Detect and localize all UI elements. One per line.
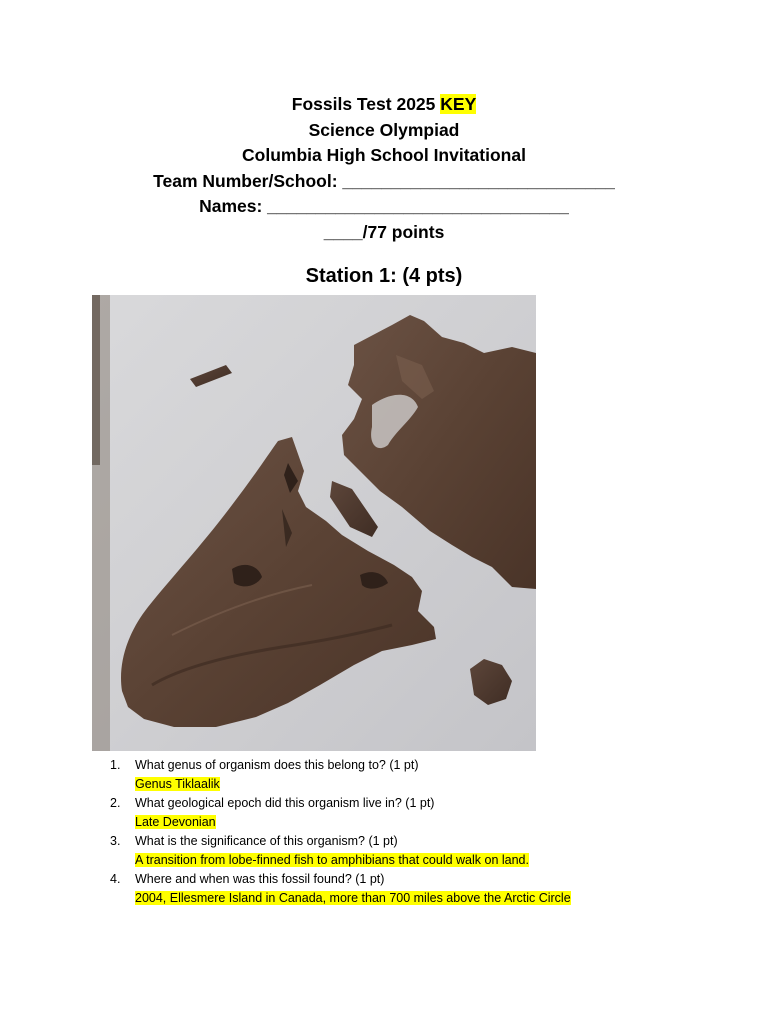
- question-text: What genus of organism does this belong to? (1 pt): [135, 758, 419, 772]
- fossil-photo: [92, 295, 536, 751]
- answer-text: 2004, Ellesmere Island in Canada, more than 700 miles above the Arctic Circle: [135, 891, 571, 905]
- test-header: [0, 92, 768, 245]
- key-badge: KEY: [440, 94, 477, 114]
- points-field: ____/77 points: [323, 221, 445, 242]
- station-heading: Station 1: (4 pts): [305, 265, 463, 287]
- question-list: [110, 756, 730, 908]
- question-number: 4.: [110, 872, 121, 886]
- answer-text: Genus Tiklaalik: [135, 777, 220, 791]
- list-item: [110, 794, 730, 832]
- team-number-field: Team Number/School: ____________________________: [153, 170, 615, 191]
- test-title: Fossils Test 2025 KEY: [291, 94, 477, 114]
- list-item: [110, 756, 730, 794]
- subtitle: Science Olympiad: [308, 119, 460, 140]
- question-number: 2.: [110, 796, 121, 810]
- list-item: [110, 832, 730, 870]
- question-number: 3.: [110, 834, 121, 848]
- answer-text: Late Devonian: [135, 815, 216, 829]
- names-field: Names: _______________________________: [199, 196, 569, 216]
- question-text: What is the significance of this organism? (1 pt): [135, 834, 398, 848]
- question-text: Where and when was this fossil found? (1 pt): [135, 872, 385, 886]
- question-number: 1.: [110, 758, 121, 772]
- answer-text: A transition from lobe-finned fish to amphibians that could walk on land.: [135, 853, 529, 867]
- question-text: What geological epoch did this organism live in? (1 pt): [135, 796, 435, 810]
- list-item: [110, 870, 730, 908]
- event-name: Columbia High School Invitational: [242, 145, 526, 165]
